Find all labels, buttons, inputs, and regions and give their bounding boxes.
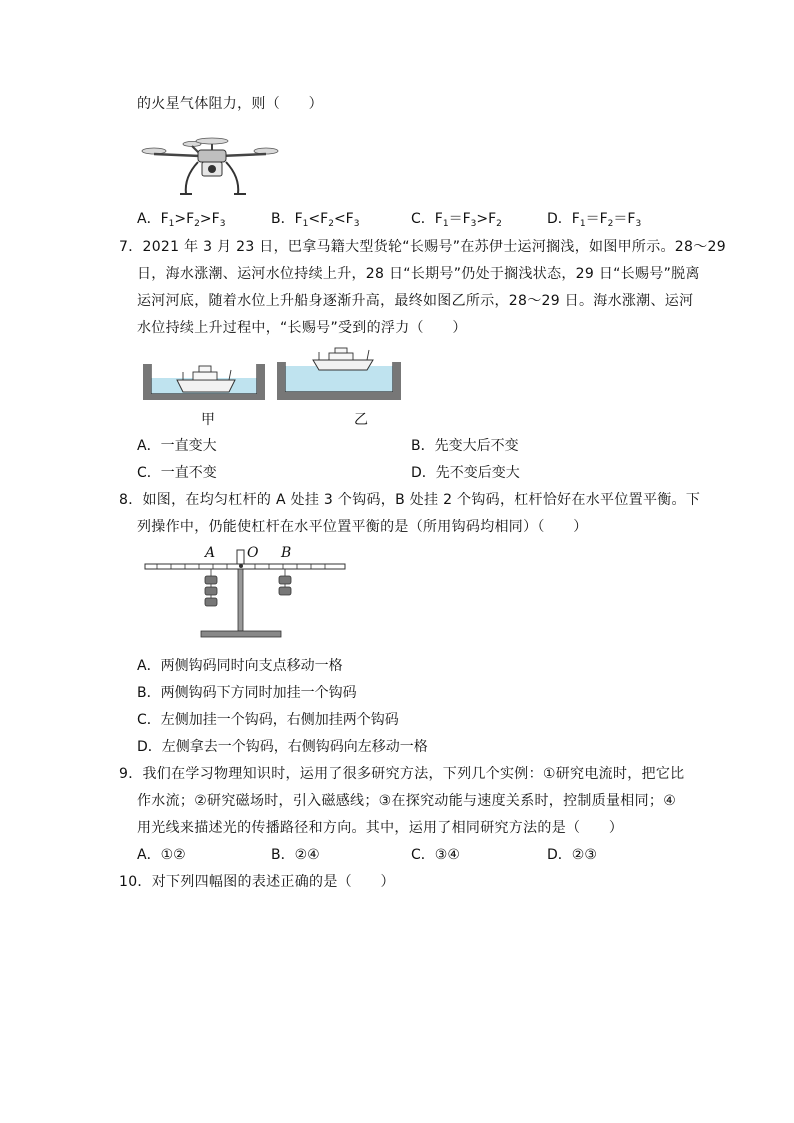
- relation: ＝F: [448, 211, 471, 227]
- relation: >F: [476, 211, 497, 227]
- q7-stem-line-4: 水位持续上升过程中，“长赐号”受到的浮力（ ）: [137, 320, 467, 336]
- q7-stem-line-2: 日，海水涨潮、运河水位持续上升，28 日“长期号”仍处于搁浅状态，29 日“长赐号”脱离: [137, 266, 700, 282]
- figure-label-jia: 甲: [201, 412, 215, 428]
- q8-option-a[interactable]: A．两侧钩码同时向支点移动一格: [137, 658, 343, 674]
- figure-label-yi: 乙: [354, 412, 368, 428]
- q7-option-d[interactable]: D．先不变后变大: [411, 465, 520, 481]
- q6-option-c[interactable]: [411, 209, 502, 234]
- relation: <F: [333, 211, 354, 227]
- force-symbol: F: [571, 211, 580, 227]
- q9-option-b[interactable]: B．②④: [271, 847, 320, 863]
- subscript: 3: [353, 219, 360, 229]
- subscript: 1: [168, 219, 175, 229]
- subscript: 2: [607, 219, 614, 229]
- canal-figure-yi: [277, 346, 401, 402]
- relation: <F: [308, 211, 329, 227]
- q6-option-d[interactable]: [547, 209, 641, 234]
- option-letter: B．: [271, 211, 295, 227]
- subscript: 3: [219, 219, 226, 229]
- canal-figure-jia: [143, 350, 265, 402]
- q8-option-d[interactable]: D．左侧拿去一个钩码，右侧钩码向左移动一格: [137, 739, 428, 755]
- q9-option-a[interactable]: A．①②: [137, 847, 186, 863]
- q6-option-a[interactable]: [137, 209, 225, 234]
- q7-stem-line-3: 运河河底，随着水位上升船身逐渐升高，最终如图乙所示，28～29 日。海水涨潮、运河: [137, 293, 694, 309]
- subscript: 1: [442, 219, 449, 229]
- subscript: 1: [302, 219, 309, 229]
- q9-option-d[interactable]: D．②③: [547, 847, 597, 863]
- force-symbol: F: [160, 211, 169, 227]
- option-letter: D．: [547, 211, 572, 227]
- relation: ＝F: [613, 211, 636, 227]
- q10-stem-line-1: 10．对下列四幅图的表述正确的是（ ）: [119, 874, 395, 890]
- subscript: 3: [635, 219, 642, 229]
- force-symbol: F: [434, 211, 443, 227]
- q7-option-b[interactable]: B．先变大后不变: [411, 438, 519, 454]
- subscript: 1: [579, 219, 586, 229]
- option-letter: A．: [137, 211, 161, 227]
- subscript: 2: [194, 219, 200, 229]
- force-symbol: F: [294, 211, 303, 227]
- q9-stem-line-2: 作水流；②研究磁场时，引入磁感线；③在探究动能与速度关系时，控制质量相同；④: [137, 793, 677, 809]
- lever-figure: [143, 546, 349, 646]
- q7-stem-line-1: 7．2021 年 3 月 23 日，巴拿马籍大型货轮“长赐号”在苏伊士运河搁浅，如图甲所示。28～29: [119, 239, 726, 255]
- option-letter: C．: [411, 211, 435, 227]
- q9-stem-line-1: 9．我们在学习物理知识时，运用了很多研究方法，下列几个实例：①研究电流时，把它比: [119, 766, 685, 782]
- q8-stem-line-2: 列操作中，仍能使杠杆在水平位置平衡的是（所用钩码均相同）（ ）: [137, 519, 588, 535]
- q6-continuation-text: 的火星气体阻力，则（ ）: [137, 96, 323, 112]
- relation: >F: [174, 211, 195, 227]
- lever-label-a: A: [205, 545, 216, 561]
- q9-stem-line-3: 用光线来描述光的传播路径和方向。其中，运用了相同研究方法的是（ ）: [137, 820, 624, 836]
- relation: ＝F: [585, 211, 608, 227]
- lever-label-b: B: [281, 545, 292, 561]
- q8-stem-line-1: 8．如图，在均匀杠杆的 A 处挂 3 个钩码，B 处挂 2 个钩码，杠杆恰好在水平位置平衡。下: [119, 492, 701, 508]
- relation: >F: [199, 211, 220, 227]
- subscript: 3: [470, 219, 477, 229]
- subscript: 2: [328, 219, 334, 229]
- q6-option-b[interactable]: [271, 209, 359, 234]
- subscript: 2: [496, 219, 502, 229]
- q8-option-b[interactable]: B．两侧钩码下方同时加挂一个钩码: [137, 685, 357, 701]
- drone-figure: [140, 132, 280, 200]
- q9-option-c[interactable]: C．③④: [411, 847, 460, 863]
- q7-option-a[interactable]: A．一直变大: [137, 438, 217, 454]
- q7-option-c[interactable]: C．一直不变: [137, 465, 217, 481]
- q8-option-c[interactable]: C．左侧加挂一个钩码，右侧加挂两个钩码: [137, 712, 399, 728]
- lever-label-o: O: [247, 545, 259, 561]
